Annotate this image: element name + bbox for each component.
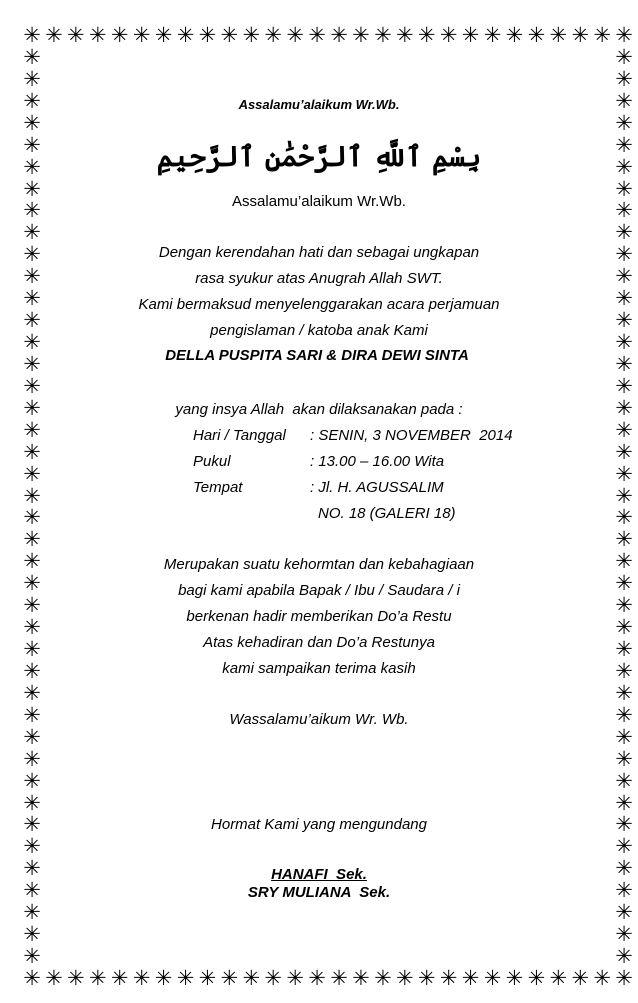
asterisk-star-icon: ✳ [242, 23, 261, 47]
asterisk-star-icon: ✳ [615, 483, 633, 508]
host-name-2: SRY MULIANA Sek. [247, 884, 391, 901]
asterisk-star-icon: ✳ [23, 308, 41, 333]
asterisk-star-icon: ✳ [23, 132, 41, 157]
asterisk-star-icon: ✳ [615, 132, 633, 157]
asterisk-star-icon: ✳ [615, 680, 633, 705]
asterisk-star-icon: ✳ [308, 965, 326, 990]
asterisk-star-icon: ✳ [615, 615, 633, 640]
asterisk-star-icon: ✳ [395, 23, 414, 47]
asterisk-star-icon: ✳ [615, 176, 633, 201]
asterisk-star-icon: ✳ [571, 965, 590, 990]
asterisk-star-icon: ✳ [615, 527, 633, 552]
asterisk-star-icon: ✳ [88, 23, 107, 47]
asterisk-star-icon: ✳ [23, 680, 41, 705]
asterisk-star-icon: ✳ [615, 330, 633, 355]
asterisk-star-icon: ✳ [23, 834, 41, 859]
asterisk-star-icon: ✳ [615, 878, 633, 903]
asterisk-star-icon: ✳ [23, 66, 41, 91]
asterisk-star-icon: ✳ [154, 23, 173, 47]
asterisk-star-icon: ✳ [23, 812, 41, 837]
asterisk-star-icon: ✳ [483, 23, 502, 47]
asterisk-star-icon: ✳ [23, 461, 41, 486]
asterisk-star-icon: ✳ [110, 23, 129, 47]
asterisk-star-icon: ✳ [615, 834, 633, 859]
asterisk-star-icon: ✳ [23, 768, 41, 793]
asterisk-star-icon: ✳ [461, 23, 480, 47]
asterisk-star-icon: ✳ [615, 242, 633, 267]
event-intro: yang insya Allah akan dilaksanakan pada : [175, 401, 463, 418]
detail-label-date: Hari / Tanggal [193, 427, 286, 444]
asterisk-star-icon: ✳ [23, 505, 41, 530]
asterisk-star-icon: ✳ [483, 965, 502, 990]
closing-line-3: berkenan hadir memberikan Do’a Restu [186, 608, 452, 625]
asterisk-star-icon: ✳ [615, 505, 633, 530]
asterisk-star-icon: ✳ [23, 417, 41, 442]
asterisk-star-icon: ✳ [23, 330, 41, 355]
asterisk-star-icon: ✳ [615, 351, 633, 376]
asterisk-star-icon: ✳ [615, 768, 633, 793]
asterisk-star-icon: ✳ [352, 23, 370, 47]
intro-line-4: pengislaman / katoba anak Kami [210, 322, 428, 339]
asterisk-star-icon: ✳ [23, 220, 41, 245]
asterisk-star-icon: ✳ [23, 593, 41, 618]
asterisk-star-icon: ✳ [374, 23, 392, 47]
closing-line-5: kami sampaikan terima kasih [222, 660, 416, 677]
asterisk-star-icon: ✳ [23, 395, 41, 420]
asterisk-star-icon: ✳ [67, 23, 85, 47]
asterisk-star-icon: ✳ [110, 965, 129, 990]
asterisk-star-icon: ✳ [67, 965, 85, 990]
asterisk-star-icon: ✳ [615, 637, 633, 662]
asterisk-star-icon: ✳ [23, 439, 41, 464]
closing-line-1: Merupakan suatu kehormtan dan kebahagiaan [163, 556, 475, 573]
asterisk-star-icon: ✳ [615, 965, 633, 990]
asterisk-star-icon: ✳ [264, 23, 283, 47]
asterisk-star-icon: ✳ [615, 44, 633, 69]
farewell: Wassalamu’aikum Wr. Wb. [229, 711, 409, 728]
intro-line-1: Dengan kerendahan hati dan sebagai ungkapan [158, 244, 480, 261]
asterisk-star-icon: ✳ [308, 23, 326, 47]
asterisk-star-icon: ✳ [505, 23, 524, 47]
asterisk-star-icon: ✳ [23, 483, 41, 508]
asterisk-star-icon: ✳ [198, 965, 217, 990]
host-name-1-text: HANAFI Sek. [271, 866, 367, 883]
asterisk-star-icon: ✳ [615, 658, 633, 683]
detail-value-place: : Jl. H. AGUSSALIM [310, 479, 444, 496]
asterisk-star-icon: ✳ [615, 198, 633, 223]
asterisk-star-icon: ✳ [88, 965, 107, 990]
signoff: Hormat Kami yang mengundang [211, 816, 427, 833]
asterisk-star-icon: ✳ [242, 965, 261, 990]
asterisk-star-icon: ✳ [23, 198, 41, 223]
asterisk-star-icon: ✳ [132, 23, 151, 47]
detail-label-place: Tempat [193, 479, 243, 496]
asterisk-star-icon: ✳ [23, 549, 41, 574]
asterisk-star-icon: ✳ [615, 417, 633, 442]
asterisk-star-icon: ✳ [264, 965, 283, 990]
asterisk-star-icon: ✳ [615, 593, 633, 618]
asterisk-star-icon: ✳ [286, 23, 304, 47]
asterisk-star-icon: ✳ [286, 965, 304, 990]
asterisk-star-icon: ✳ [615, 66, 633, 91]
asterisk-star-icon: ✳ [615, 922, 633, 947]
asterisk-star-icon: ✳ [439, 965, 458, 990]
asterisk-star-icon: ✳ [615, 549, 633, 574]
asterisk-star-icon: ✳ [615, 23, 633, 47]
asterisk-star-icon: ✳ [395, 965, 414, 990]
asterisk-star-icon: ✳ [571, 23, 590, 47]
asterisk-star-icon: ✳ [615, 220, 633, 245]
asterisk-star-icon: ✳ [154, 965, 173, 990]
detail-value-time: : 13.00 – 16.00 Wita [310, 453, 445, 470]
children-names: DELLA PUSPITA SARI & DIRA DEWI SINTA [165, 347, 469, 364]
asterisk-star-icon: ✳ [220, 965, 239, 990]
asterisk-star-icon: ✳ [615, 571, 633, 596]
asterisk-star-icon: ✳ [45, 23, 63, 47]
asterisk-star-icon: ✳ [374, 965, 392, 990]
asterisk-star-icon: ✳ [198, 23, 217, 47]
asterisk-star-icon: ✳ [615, 88, 633, 113]
closing-line-4: Atas kehadiran dan Do’a Restunya [203, 634, 435, 651]
asterisk-star-icon: ✳ [615, 154, 633, 179]
asterisk-star-icon: ✳ [615, 746, 633, 771]
asterisk-star-icon: ✳ [23, 790, 41, 815]
asterisk-star-icon: ✳ [615, 944, 633, 969]
asterisk-star-icon: ✳ [615, 702, 633, 727]
asterisk-star-icon: ✳ [549, 23, 568, 47]
asterisk-star-icon: ✳ [23, 965, 41, 990]
asterisk-star-icon: ✳ [23, 724, 41, 749]
asterisk-star-icon: ✳ [176, 965, 195, 990]
header-greeting: Assalamu’alaikum Wr.Wb. [238, 97, 400, 112]
asterisk-star-icon: ✳ [23, 878, 41, 903]
asterisk-star-icon: ✳ [23, 264, 41, 289]
asterisk-star-icon: ✳ [527, 965, 546, 990]
asterisk-star-icon: ✳ [23, 286, 41, 311]
intro-line-2: rasa syukur atas Anugrah Allah SWT. [195, 270, 443, 287]
asterisk-star-icon: ✳ [23, 23, 41, 47]
detail-value-date: : SENIN, 3 NOVEMBER 2014 [310, 427, 513, 444]
asterisk-star-icon: ✳ [615, 812, 633, 837]
asterisk-star-icon: ✳ [615, 373, 633, 398]
asterisk-star-icon: ✳ [23, 242, 41, 267]
asterisk-star-icon: ✳ [417, 965, 436, 990]
asterisk-star-icon: ✳ [527, 23, 546, 47]
asterisk-star-icon: ✳ [23, 88, 41, 113]
asterisk-star-icon: ✳ [615, 439, 633, 464]
host-name-1 [0, 866, 638, 883]
greeting: Assalamu’alaikum Wr.Wb. [232, 193, 406, 210]
asterisk-star-icon: ✳ [417, 23, 436, 47]
asterisk-star-icon: ✳ [23, 351, 41, 376]
asterisk-star-icon: ✳ [23, 922, 41, 947]
asterisk-star-icon: ✳ [615, 110, 633, 135]
detail-address-line-2: NO. 18 (GALERI 18) [318, 505, 456, 522]
asterisk-star-icon: ✳ [461, 965, 480, 990]
basmala-calligraphy: بِسْمِ ٱللَّهِ ٱلرَّحْمَٰنِ ٱلرَّحِيمِ [156, 140, 482, 173]
asterisk-star-icon: ✳ [23, 944, 41, 969]
asterisk-star-icon: ✳ [220, 23, 239, 47]
asterisk-star-icon: ✳ [615, 724, 633, 749]
asterisk-star-icon: ✳ [615, 790, 633, 815]
asterisk-star-icon: ✳ [23, 44, 41, 69]
asterisk-star-icon: ✳ [23, 856, 41, 881]
asterisk-star-icon: ✳ [23, 176, 41, 201]
asterisk-star-icon: ✳ [132, 965, 151, 990]
asterisk-star-icon: ✳ [23, 373, 41, 398]
asterisk-star-icon: ✳ [23, 615, 41, 640]
asterisk-star-icon: ✳ [23, 746, 41, 771]
asterisk-star-icon: ✳ [330, 23, 348, 47]
asterisk-star-icon: ✳ [615, 856, 633, 881]
asterisk-star-icon: ✳ [23, 658, 41, 683]
asterisk-star-icon: ✳ [330, 965, 348, 990]
asterisk-star-icon: ✳ [23, 571, 41, 596]
asterisk-star-icon: ✳ [615, 900, 633, 925]
asterisk-star-icon: ✳ [23, 637, 41, 662]
asterisk-star-icon: ✳ [615, 395, 633, 420]
asterisk-star-icon: ✳ [615, 286, 633, 311]
asterisk-star-icon: ✳ [439, 23, 458, 47]
asterisk-star-icon: ✳ [23, 900, 41, 925]
asterisk-star-icon: ✳ [45, 965, 63, 990]
asterisk-star-icon: ✳ [549, 965, 568, 990]
asterisk-star-icon: ✳ [615, 264, 633, 289]
asterisk-star-icon: ✳ [615, 461, 633, 486]
closing-line-2: bagi kami apabila Bapak / Ibu / Saudara / i [178, 582, 460, 599]
asterisk-star-icon: ✳ [593, 23, 611, 47]
asterisk-star-icon: ✳ [352, 965, 370, 990]
asterisk-star-icon: ✳ [23, 110, 41, 135]
asterisk-star-icon: ✳ [505, 965, 524, 990]
asterisk-star-icon: ✳ [176, 23, 195, 47]
asterisk-star-icon: ✳ [23, 702, 41, 727]
detail-label-time: Pukul [193, 453, 231, 470]
asterisk-star-icon: ✳ [615, 308, 633, 333]
asterisk-star-icon: ✳ [593, 965, 611, 990]
asterisk-star-icon: ✳ [23, 527, 41, 552]
intro-line-3: Kami bermaksud menyelenggarakan acara perjamuan [138, 296, 500, 313]
asterisk-star-icon: ✳ [23, 154, 41, 179]
